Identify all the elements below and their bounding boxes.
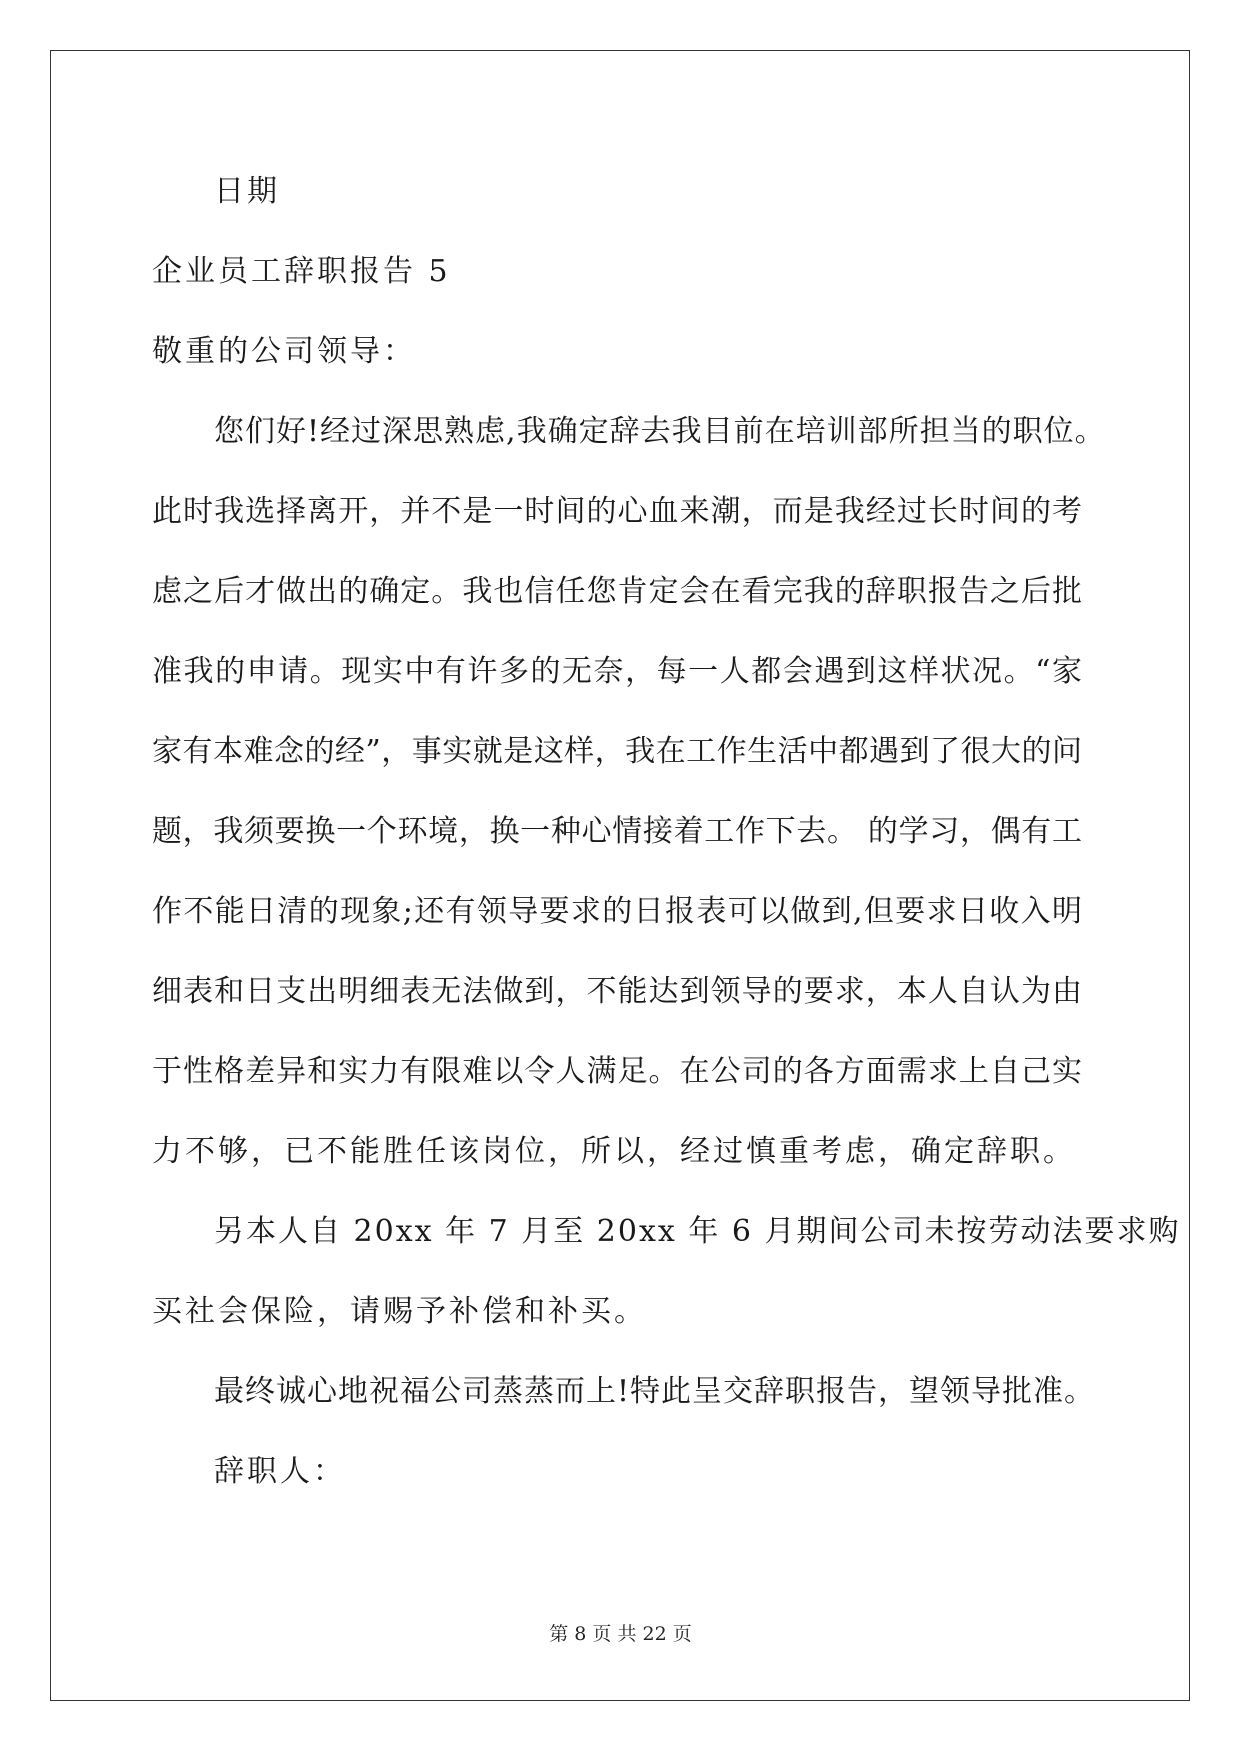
paragraph-2-line-1: 另本人自 20xx 年 7 月至 20xx 年 6 月期间公司未按劳动法要求购 bbox=[214, 1214, 1181, 1249]
paragraph-1-line-1: 您们好!经过深思熟虑,我确定辞去我目前在培训部所担当的职位。 bbox=[214, 414, 1106, 449]
salutation: 敬重的公司领导： bbox=[152, 334, 416, 369]
paragraph-1-line-10: 力不够，已不能胜任该岗位，所以，经过慎重考虑，确定辞职。 bbox=[152, 1134, 1076, 1169]
report-title: 企业员工辞职报告 5 bbox=[152, 254, 451, 289]
paragraph-2-line-2: 买社会保险，请赐予补偿和补买。 bbox=[152, 1294, 647, 1329]
page-number: 第 8 页 共 22 页 bbox=[549, 1623, 692, 1645]
paragraph-1-line-5: 家有本难念的经”，事实就是这样，我在工作生活中都遇到了很大的问 bbox=[152, 734, 1082, 769]
paragraph-1-line-8: 细表和日支出明细表无法做到，不能达到领导的要求，本人自认为由 bbox=[152, 974, 1082, 1009]
signature-label: 辞职人： bbox=[214, 1454, 346, 1489]
paragraph-1-line-4: 准我的申请。现实中有许多的无奈，每一人都会遇到这样状况。“家 bbox=[152, 654, 1082, 689]
paragraph-1-line-2: 此时我选择离开，并不是一时间的心血来潮，而是我经过长时间的考 bbox=[152, 494, 1082, 529]
paragraph-1-line-9: 于性格差异和实力有限难以令人满足。在公司的各方面需求上自己实 bbox=[152, 1054, 1082, 1089]
paragraph-1-line-3: 虑之后才做出的确定。我也信任您肯定会在看完我的辞职报告之后批 bbox=[152, 574, 1082, 609]
closing-wish: 最终诚心地祝福公司蒸蒸而上!特此呈交辞职报告，望领导批准。 bbox=[214, 1374, 1096, 1409]
date-line: 日期 bbox=[214, 174, 280, 209]
paragraph-1-line-7: 作不能日清的现象;还有领导要求的日报表可以做到,但要求日收入明 bbox=[152, 894, 1082, 929]
paragraph-1-line-6: 题，我须要换一个环境，换一种心情接着工作下去。 的学习，偶有工 bbox=[152, 814, 1082, 849]
